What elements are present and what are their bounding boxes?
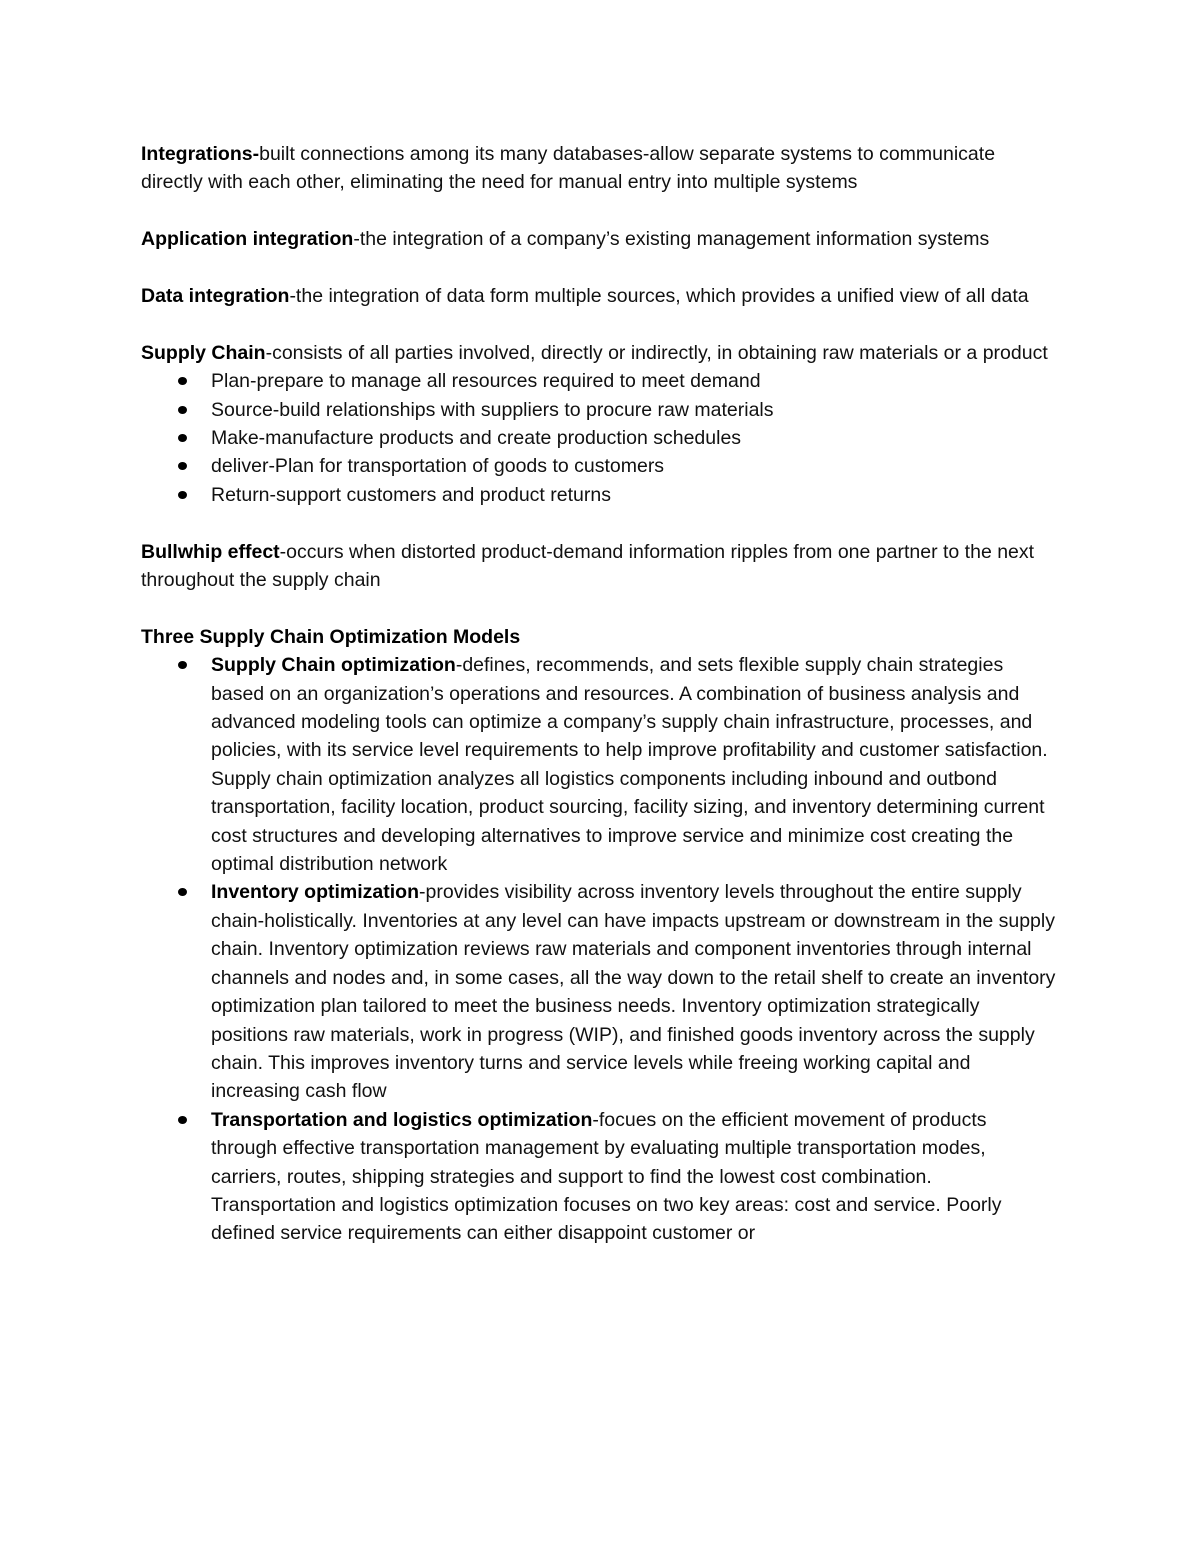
inventory-optimization-definition: -provides visibility across inventory levels throughout the entire supply chain-holistically. Inventories at any level can have impacts upstream or downstream in the supply chain. Inventory optimization reviews raw materials and component inventories through internal channels and nodes and, in some cases, all the way down to the retail shelf to create an inventory optimization plan tailored to meet the business needs. Inventory optimization strategically positions raw materials, work in progress (WIP), and finished goods inventory across the supply chain. This improves inventory turns and service levels while freeing working capital and increasing cash flow	[211, 881, 1056, 1103]
application-integration-term: Application integration	[141, 228, 354, 251]
bullwhip-effect-term: Bullwhip effect	[141, 540, 280, 563]
list-item	[211, 651, 1056, 878]
integrations-definition: built connections among its many databases-allow separate systems to communicate directly with each other, eliminating the need for manual entry into multiple systems	[141, 143, 996, 194]
supply-chain-steps-list	[141, 367, 1056, 509]
list-item	[211, 367, 1056, 395]
bullet-icon	[178, 661, 187, 669]
data-integration-definition: -the integration of data form multiple sources, which provides a unified view of all data	[289, 285, 1029, 307]
bullet-icon	[178, 888, 187, 896]
list-item	[211, 452, 1056, 480]
data-integration-term: Data integration	[141, 285, 290, 307]
application-integration-paragraph	[141, 225, 1056, 253]
bullet-icon	[178, 406, 187, 414]
supply-chain-term: Supply Chain	[141, 341, 266, 364]
supply-chain-optimization-term: Supply Chain optimization	[211, 654, 456, 677]
integrations-term: Integrations-	[141, 143, 260, 165]
supply-chain-paragraph	[141, 339, 1056, 367]
list-item	[211, 396, 1056, 424]
list-item	[211, 481, 1056, 509]
list-item	[211, 424, 1056, 452]
application-integration-definition: -the integration of a company’s existing management information systems	[353, 228, 990, 251]
list-item-text: Plan-prepare to manage all resources required to meet demand	[211, 370, 761, 393]
bullwhip-effect-paragraph	[141, 538, 1056, 595]
transportation-optimization-definition: -focues on the efficient movement of products through effective transportation management by evaluating multiple transportation modes, carriers, routes, shipping strategies and support to find the lowest cost combination. Transportation and logistics optimization focuses on two key areas: cost and service. Poorly defined service requirements can either disappoint customer or	[211, 1108, 1002, 1245]
list-item-text: deliver-Plan for transportation of goods to customers	[211, 455, 665, 478]
integrations-paragraph	[141, 140, 1056, 197]
optimization-models-list	[141, 651, 1056, 1248]
list-item-text: Make-manufacture products and create production schedules	[211, 427, 742, 450]
document-body	[141, 140, 1056, 1248]
supply-chain-optimization-definition: -defines, recommends, and sets flexible supply chain strategies based on an organization’s operations and resources. A combination of business analysis and advanced modeling tools can optimize a company’s supply chain infrastructure, processes, and policies, with its service level requirements to help improve profitability and customer satisfaction. Supply chain optimization analyzes all logistics components including inbound and outbond transportation, facility location, product sourcing, facility sizing, and inventory determining current cost structures and developing alternatives to improve service and minimize cost creating the optimal distribution network	[211, 654, 1048, 876]
bullet-icon	[178, 434, 187, 442]
list-item-text: Source-build relationships with suppliers to procure raw materials	[211, 398, 774, 421]
list-item-text: Return-support customers and product returns	[211, 483, 611, 506]
bullet-icon	[178, 377, 187, 385]
data-integration-paragraph	[141, 282, 1056, 310]
supply-chain-definition: -consists of all parties involved, directly or indirectly, in obtaining raw materials or a product	[265, 341, 1048, 364]
bullwhip-effect-definition: -occurs when distorted product-demand information ripples from one partner to the next throughout the supply chain	[141, 540, 1035, 592]
bullet-icon	[178, 1116, 187, 1124]
inventory-optimization-term: Inventory optimization	[211, 881, 420, 904]
bullet-icon	[178, 491, 187, 499]
list-item	[211, 1106, 1056, 1248]
transportation-optimization-term: Transportation and logistics optimization	[211, 1108, 593, 1131]
bullet-icon	[178, 462, 187, 470]
optimization-models-heading: Three Supply Chain Optimization Models	[141, 625, 521, 648]
list-item	[211, 878, 1056, 1105]
